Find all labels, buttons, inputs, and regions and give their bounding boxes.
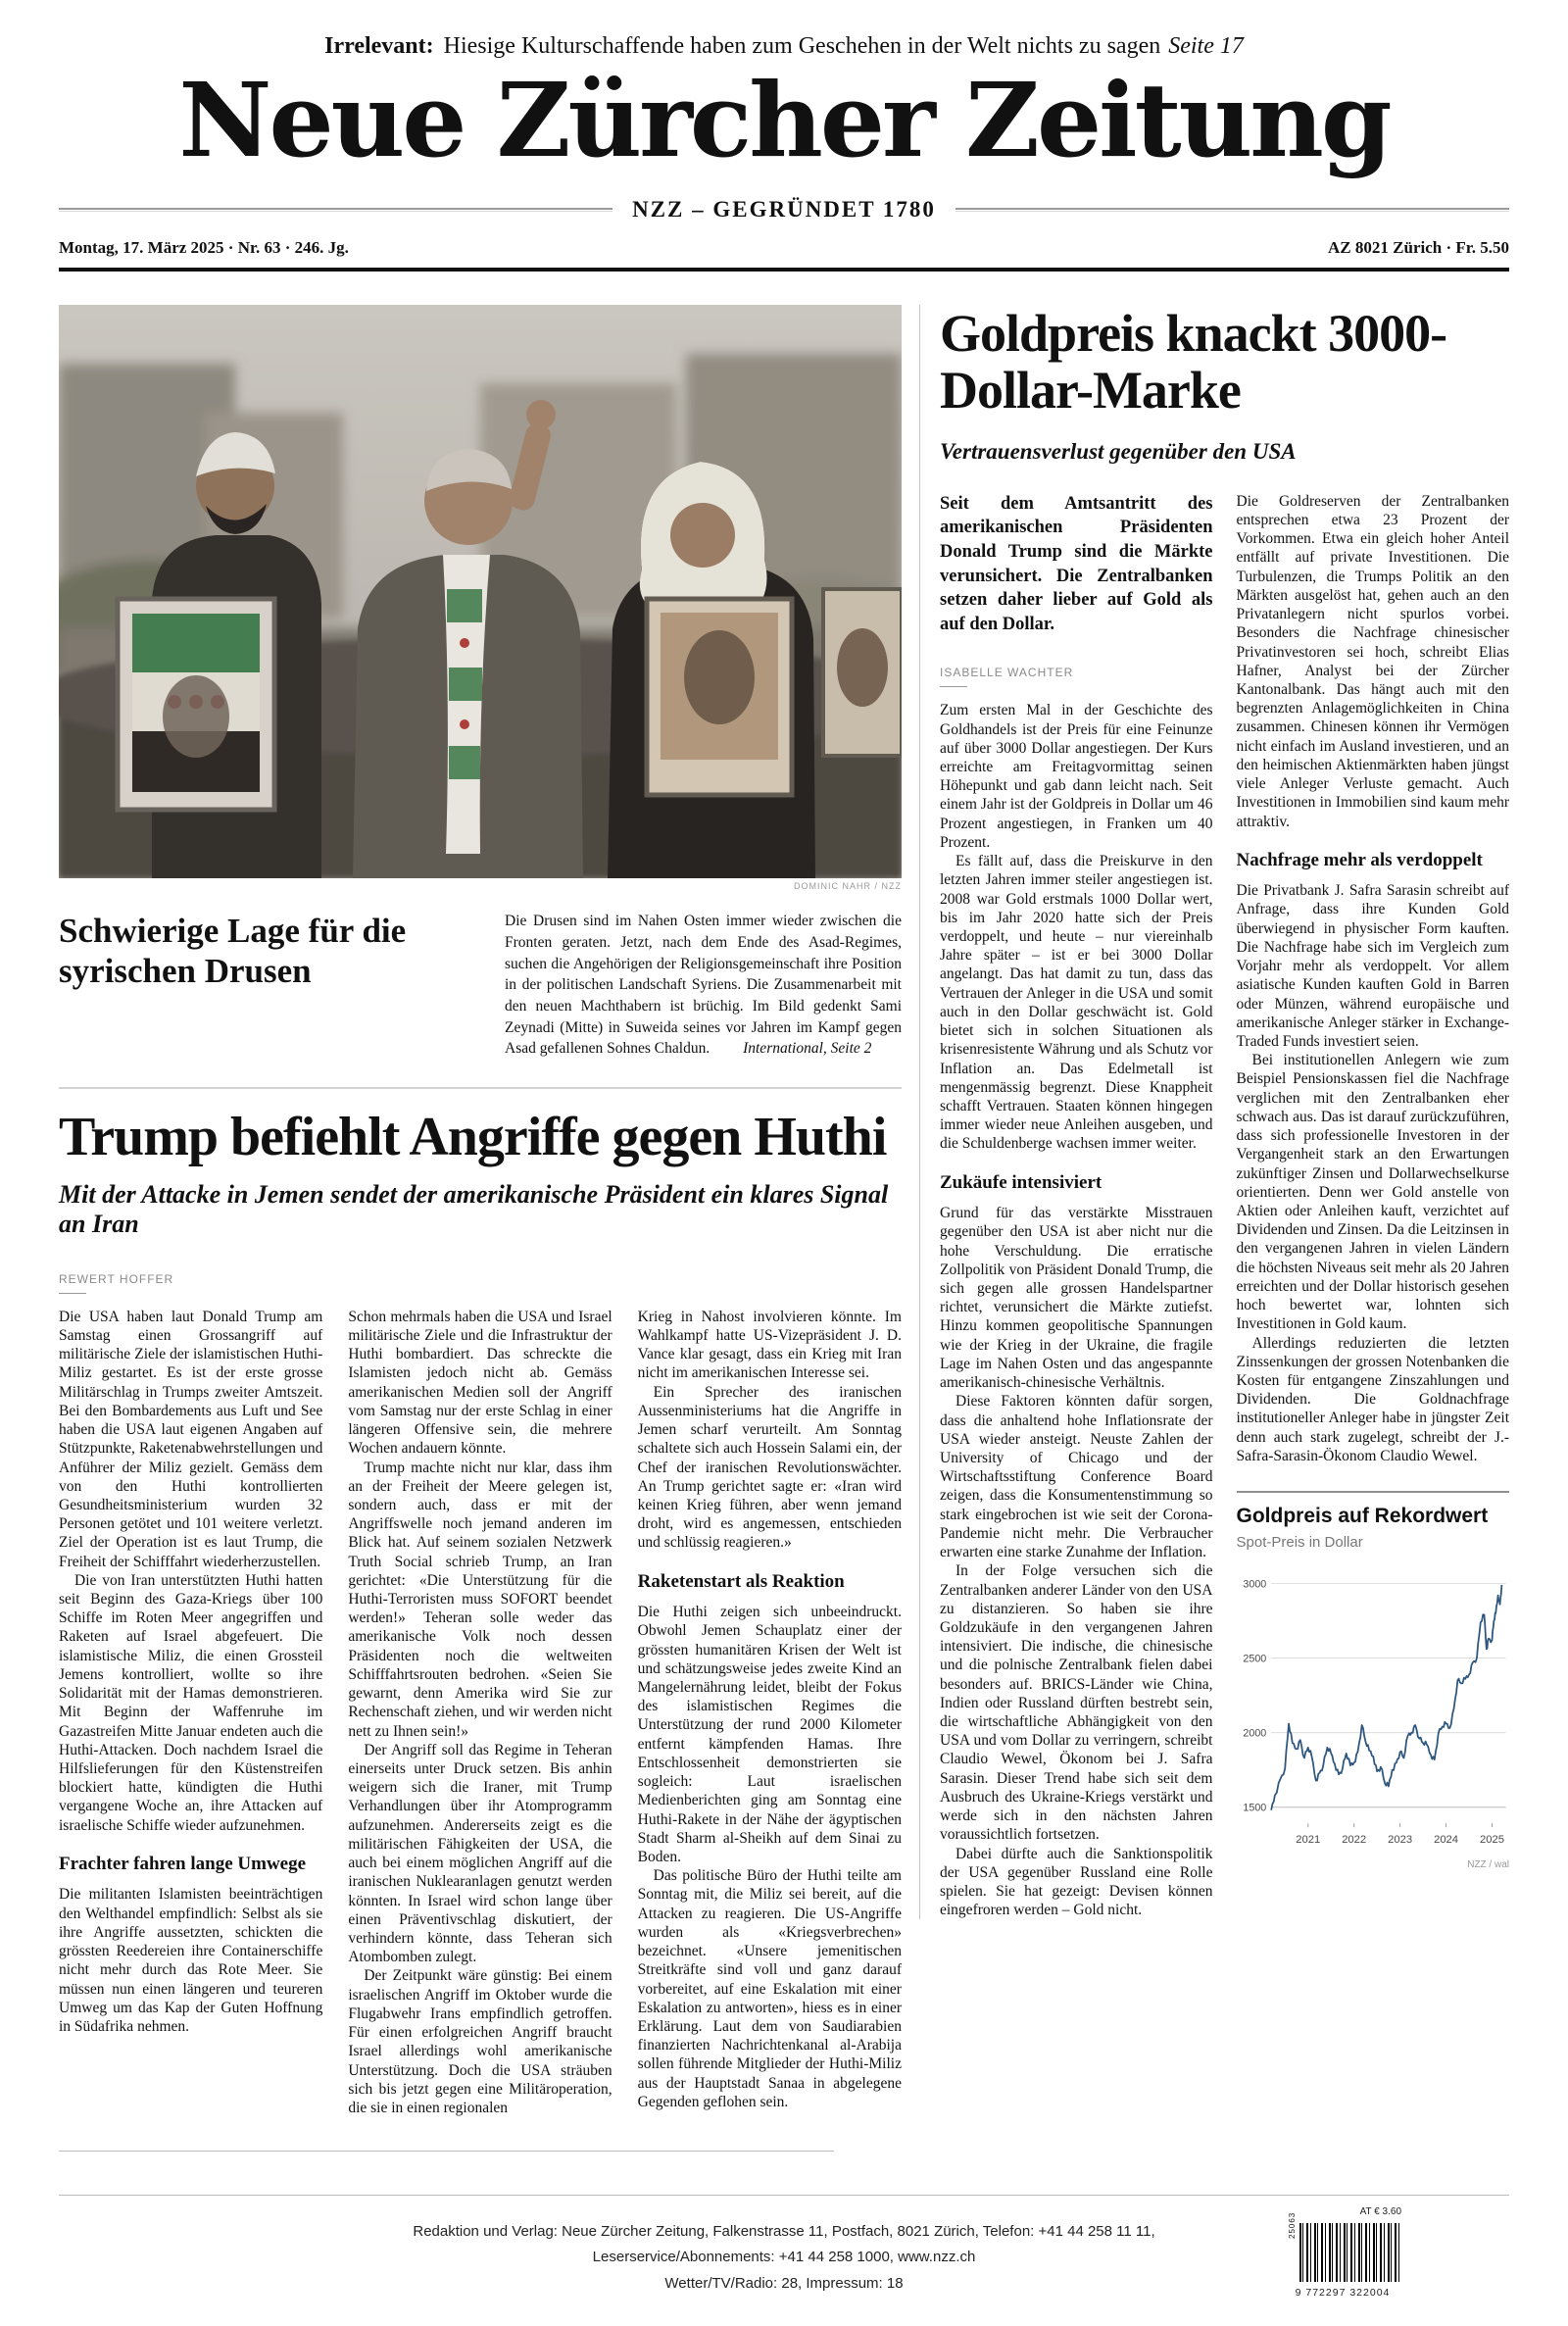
byline-rule xyxy=(59,1293,86,1294)
body-paragraph: Zum ersten Mal in der Geschichte des Goldhandels ist der Preis für eine Feinunze auf über 3000 Dollar angestiegen. Der Kurs erreichte am Freitagvormittag seinen Höhepunkt und gab dann leicht nach. Seit einem Jahr ist der Goldpreis in Dollar um 46 Prozent angestiegen, in Franken um 40 Prozent. xyxy=(940,702,1213,851)
teaser-text: Hiesige Kulturschaffende haben zum Geschehen in der Welt nichts zu sagen xyxy=(443,33,1161,59)
gold-column-1-text xyxy=(940,701,1213,1919)
gold-price-chart xyxy=(1237,1491,1510,1870)
barcode-issue-number: 25063 xyxy=(1288,2211,1297,2240)
teaser-page-ref: Seite 17 xyxy=(1168,33,1244,59)
imprint-footer xyxy=(59,2195,1509,2306)
issue-barcode xyxy=(1284,2203,1401,2301)
gold-column-2-text xyxy=(1237,492,1510,1465)
footer-line-2: Leserservice/Abonnements: +41 44 258 1000, www.nzz.ch xyxy=(592,2249,976,2266)
photo-caption-block xyxy=(59,911,902,1060)
gold-lead-paragraph: Seit dem Amtsantritt des amerikanischen Präsidenten Donald Trump sind die Märkte verunsichert. Die Zentralbanken setzen daher lieber auf Gold als auf den Dollar. xyxy=(940,493,1213,634)
barcode-bars xyxy=(1299,2223,1401,2282)
caption-body: Die Drusen sind im Nahen Osten immer wieder zwischen die Fronten geraten. Jetzt, nach dem Ende des Asad-Regimes, suchen die Angehörigen der Religionsgemeinschaft ihre Position in der politischen Landschaft Syriens. Die Zusammenarbeit mit den neuen Machthabern ist brüchig. Im Bild gedenkt Sami Zeynadi (Mitte) in Suweida seines vor Jahren im Kampf gegen Asad gefallenen Sohnes Chaldun. xyxy=(505,913,902,1058)
article-end-rule xyxy=(59,2151,834,2152)
svg-text:2000: 2000 xyxy=(1242,1727,1266,1740)
chart-source: NZZ / wal xyxy=(1467,1859,1509,1871)
body-paragraph: Die militanten Islamisten beeinträchtigen den Welthandel empfindlich: Selbst als sie ihre Angriffe aussetzten, schickten die grössten Reedereien ihre Containerschiffe nicht mehr durch das Rote Meer. Sie müssen nun einen längeren und teureren Umweg um das Kap der Guten Hoffnung in Südafrika nehmen. xyxy=(59,1886,323,2035)
founded-rule-left xyxy=(59,208,612,212)
svg-text:2021: 2021 xyxy=(1295,1833,1320,1846)
svg-text:3000: 3000 xyxy=(1242,1578,1266,1591)
lead-photo xyxy=(59,305,902,891)
barcode-ean-number: 9 772297 322004 xyxy=(1295,2286,1391,2299)
svg-text:1500: 1500 xyxy=(1242,1802,1266,1814)
svg-text:2025: 2025 xyxy=(1479,1833,1504,1846)
body-paragraph: Diese Faktoren könnten dafür sorgen, dass die anhaltend hohe Inflationsrate der USA wieder ansteigt. Neuste Zahlen der University of Chicago und der Wirtschaftsstiftung Conference Board zeigen, dass die Konsumentenstimmung so stark eingebrochen ist wie seit der Corona-Pandemie nicht mehr. Die Verbraucher erwarten eine starke Zunahme der Inflation. xyxy=(940,1393,1213,1561)
founded-row xyxy=(59,197,1509,223)
caption-page-ref: International, Seite 2 xyxy=(743,1040,872,1058)
body-paragraph: Der Angriff soll das Regime in Teheran einerseits unter Druck setzen. Bis anhin weigern sich die Iraner, mit Trump Verhandlungen über ihr Atomprogramm aufzunehmen. Andererseits zeigt es die militärischen Fähigkeiten der USA, die auch bei einem möglichen Angriff auf die iranischen Nuklearanlagen genutzt werden könnten. In Israel wird schon lange über einen Präventivschlag diskutiert, der verhindern könnte, dass Teheran sich Atombomben zulegt. xyxy=(348,1741,612,1966)
barcode-price-label: AT € 3.60 xyxy=(1359,2206,1401,2218)
crosshead: Frachter fahren lange Umwege xyxy=(59,1853,307,1874)
footer-line-3: Wetter/TV/Radio: 28, Impressum: 18 xyxy=(664,2274,904,2292)
body-paragraph: In der Folge versuchen sich die Zentralbanken anderer Länder von den USA zu distanzieren. So haben sie ihre Goldzukäufe in den vergangenen Jahren intensiviert. Die indische, die chinesische und die polnische Zentralbank fielen dabei besonders auf. BRICS-Länder wie China, Indien oder Russland dürften bestrebt sein, die wirtschaftliche Abhängigkeit von den USA und vom Dollar zu verringern, schreibt Claudio Wewel, Ökonom bei J. Safra Sarasin. Dieser Trend habe sich seit dem Ausbruch des Ukraine-Kriegs verstärkt und werde sich in den nächsten Jahren voraussichtlich fortsetzen. xyxy=(940,1562,1213,1844)
huthi-column-2 xyxy=(348,1308,612,2117)
gold-subhead: Vertrauensverlust gegenüber den USA xyxy=(940,438,1297,464)
lead-photo-illustration xyxy=(59,305,902,878)
footer-line-1: Redaktion und Verlag: Neue Zürcher Zeitung, Falkenstrasse 11, Postfach, 8021 Zürich, Telefon: +41 44 258 11 11, xyxy=(413,2223,1155,2241)
svg-text:2023: 2023 xyxy=(1387,1833,1412,1846)
body-paragraph: Der Zeitpunkt wäre günstig: Bei einem israelischen Angriff im Oktober wurde die Flugabwehr Irans empfindlich getroffen. Für einen erfolgreichen Angriff braucht Israel allerdings wohl amerikanische Unterstützung. Doch die USA sträuben sich bis jetzt gegen eine Militäroperation, die sie in einen regionalen xyxy=(348,1967,612,2116)
body-paragraph: Ein Sprecher des iranischen Aussenministeriums hat die Angriffe in Jemen scharf verurteilt. Am Sonntag schaltete sich auch Hossein Salami ein, der Chef der iranischen Revolutionswächter. An Trump gerichtet sagte er: «Iran wird keinen Krieg führen, aber wenn jemand droht, wird es angemessen, entschieden und schlüssig reagieren.» xyxy=(637,1383,902,1552)
body-paragraph: Die von Iran unterstützten Huthi hatten seit Beginn des Gaza-Kriegs über 100 Schiffe im Roten Meer angegriffen und Raketen auf Israel abgefeuert. Die islamistische Miliz, die einen Grossteil Jemens kontrolliert, wollte so ihre Solidarität mit der Hamas demonstrieren. Mit Beginn der Waffenruhe im Gazastreifen Mitte Januar endeten auch die Huthi-Attacken. Doch nachdem Israel die Hilfslieferungen für den Küstenstreifen blockiert hatte, kündigten die Huthi vergangene Woche an, ihre Attacken auf israelische Schiffe wieder aufzunehmen. xyxy=(59,1571,323,1834)
caption-title: Schwierige Lage für die syrischen Drusen xyxy=(59,912,407,991)
body-paragraph: Grund für das verstärkte Misstrauen gegenüber den USA ist aber nicht nur die hohe Verschuldung. Die erratische Zollpolitik von Präsident Donald Trump, die sich gegen alle grossen Handelspartner richtet, verunsichert die Märkte zutiefst. Hinzu kommen geopolitische Spannungen wie der Krieg in der Ukraine, die fragile Lage im Nahen Osten und das angespannte amerikanisch-chinesische Verhältnis. xyxy=(940,1205,1213,1392)
masthead-divider-rule xyxy=(59,268,1509,272)
body-paragraph: Die Huthi zeigen sich unbeeindruckt. Obwohl Jemen Schauplatz einer der grössten humanitären Krisen der Welt ist und schätzungsweise jedes zweite Kind an Mangelernährung leidet, bleibt der Fokus des islamistischen Regimes die Unterstützung der rund 2000 Kilometer entfernt kämpfenden Hamas. Ihre Entschlossenheit demonstrierten sie sogleich: Laut israelischen Medienberichten ging am Sonntag eine Huthi-Rakete in der Nähe der ägyptischen Stadt Sharm al-Sheikh auf dem Sinai zu Boden. xyxy=(637,1604,902,1865)
dateline-right: AZ 8021 Zürich · Fr. 5.50 xyxy=(1328,238,1509,258)
gold-headline: Goldpreis knackt 3000-Dollar-Marke xyxy=(940,304,1447,421)
svg-text:2022: 2022 xyxy=(1341,1833,1366,1846)
chart-title: Goldpreis auf Rekordwert xyxy=(1236,1505,1489,1528)
body-paragraph: Schon mehrmals haben die USA und Israel militärische Ziele und die Infrastruktur der Huthi bombardiert. Das schreckte die Islamisten jedoch nicht ab. Gemäss amerikanischen Medien soll der Angriff vom Samstag nur der erste Schlag in einer längeren Offensive sein, die mehrere Wochen andauern könnte. xyxy=(348,1308,612,1458)
gold-article xyxy=(919,305,1509,1919)
body-paragraph: Trump machte nicht nur klar, dass ihm an der Freiheit der Meere gelegen ist, sondern auch, dass er mit der Angriffswelle noch jemand anderen im Blick hat. Auf seinem sozialen Netzwerk Truth Social schrieb Trump, an Iran gerichtet: «Die Unterstützung für die Huthi-Terroristen muss SOFORT beendet werden!» Teheran solle weder das amerikanische Volk noch dessen Präsidenten noch die weltweiten Schifffahrtsrouten bedrohen. «Seien Sie gewarnt, denn Amerika wird Sie zur Rechenschaft ziehen, und wir werden nicht nett zu Ihnen sein!» xyxy=(348,1459,612,1740)
huthi-column-1 xyxy=(59,1308,322,2117)
top-teaser-bar xyxy=(59,0,1509,60)
body-paragraph: Die Goldreserven der Zentralbanken entsprechen etwa 23 Prozent der Vorkommen. Etwa ein gleich hoher Anteil entfällt auf private Investitionen. Die Turbulenzen, die Trumps Politik an den Märkten ausgelöst hat, gehen auch an den Privatanlegern nicht spurlos vorbei. Besonders die Nachfrage chinesischer Privatinvestoren sei hoch, schreibt Elias Hafner, Analyst bei der Zürcher Kantonalbank. Das hängt auch mit den begrenzten Anlagemöglichkeiten in China zusammen. Chinesen können ihr Vermögen nicht einfach im Ausland investieren, und an den heimischen Aktienmärkten haben jüngst viele Anleger Verluste gemacht. Auch Investitionen in Immobilien sind kaum mehr attraktiv. xyxy=(1236,492,1509,830)
dateline xyxy=(59,238,1509,268)
gold-column-2 xyxy=(1237,492,1510,1920)
masthead-title: Neue Zürcher Zeitung xyxy=(178,60,1390,180)
caption-text xyxy=(505,911,902,1060)
body-paragraph: Die Privatbank J. Safra Sarasin schreibt auf Anfrage, dass ihre Kunden Gold überwiegend in physischer Form kauften. Die Nachfrage habe sich im Vergleich zum Vorjahr mehr als verdoppelt. Vor allem asiatische Kunden kauften Gold in Barren oder Münzen, während europäische und amerikanische Anleger stärker in Exchange-Traded Funds investiert seien. xyxy=(1236,882,1509,1051)
photo-credit: DOMINIC NAHR / NZZ xyxy=(794,881,902,892)
crosshead: Zukäufe intensiviert xyxy=(940,1171,1102,1193)
huthi-headline: Trump befiehlt Angriffe gegen Huthi xyxy=(59,1106,887,1167)
huthi-subhead: Mit der Attacke in Jemen sendet der amerikanische Präsident ein klares Signal an Iran xyxy=(59,1179,889,1238)
svg-text:2024: 2024 xyxy=(1433,1833,1458,1846)
chart-subtitle: Spot-Preis in Dollar xyxy=(1236,1534,1363,1552)
chart-plot-area xyxy=(1237,1559,1510,1857)
gold-column-1 xyxy=(940,492,1213,1920)
body-paragraph: Bei institutionellen Anlegern wie zum Beispiel Pensionskassen fiel die Nachfrage verglichen mit den Zentralbanken eher schwach aus. Das ist darauf zurückzuführen, dass sich professionelle Investoren in der Vergangenheit stark an den Erwartungen zukünftiger Zinsen und Dollarwechselkurse orientierten. Denn wer Gold anstelle von Aktien oder Anleihen kauft, verzichtet auf Dividenden und Zinsen. Da die Leitzinsen in den vergangenen Jahren in vielen Ländern die höchsten Niveaus seit mehr als 20 Jahren erreichten und der Dollar historisch gesehen hoch bewertet war, lohnten sich Investitionen in Gold kaum. xyxy=(1236,1052,1510,1333)
dateline-left: Montag, 17. März 2025 · Nr. 63 · 246. Jg. xyxy=(59,238,349,258)
svg-text:2500: 2500 xyxy=(1242,1653,1266,1665)
left-region xyxy=(59,305,902,2152)
section-divider xyxy=(59,1087,902,1089)
huthi-byline: REWERT HOFFER xyxy=(59,1271,174,1286)
huthi-column-3 xyxy=(638,1308,902,2117)
huthi-article xyxy=(59,1106,902,2152)
body-paragraph: Dabei dürfte auch die Sanktionspolitik der USA gegenüber Russland eine Rolle spielen. Sie hat gezeigt: Devisen können eingefroren werden – Gold nicht. xyxy=(940,1845,1213,1919)
body-paragraph: Es fällt auf, dass die Preiskurve in den letzten Jahren immer steiler angestiegen ist. 2008 war Gold erstmals 1000 Dollar wert, bis im Jahr 2020 hatte sich der Preis verdoppelt, und heute – nur viereinhalb Jahre später – ist er bei 3000 Dollar angelangt. Das hat damit zu tun, dass das Vertrauen der Anleger in die USA und somit auch in den Dollar geschwächt ist. Gold bietet sich in solchen Situationen als krisenresistente Währung und als Schutz vor Inflation an. Das Edelmetall ist mengenmässig begrenzt. Diese Knappheit schafft Vertrauen. Staaten können hingegen immer wieder neue Anleihen ausgeben, und die Schuldenberge wachsen immer weiter. xyxy=(940,853,1213,1153)
body-paragraph: Das politische Büro der Huthi teilte am Sonntag mit, die Miliz sei bereit, auf die Attacken zu reagieren. Die US-Angriffe wurden als «Kriegsverbrechen» bezeichnet. «Unsere jemenitischen Streitkräfte sind voll und ganz darauf vorbereitet, auf eine Eskalation mit einer Eskalation zu antworten», hiess es in einer Erklärung. Laut dem von Saudiarabien finanzierten Nachrichtenkanal al-Arabija sollen führende Mitglieder der Huthi-Miliz aus der Hauptstadt Sanaa in abgelegene Gegenden geflohen sein. xyxy=(637,1867,902,2110)
byline-rule xyxy=(940,686,967,687)
crosshead: Nachfrage mehr als verdoppelt xyxy=(1236,849,1483,870)
crosshead: Raketenstart als Reaktion xyxy=(637,1570,845,1592)
body-paragraph: Krieg in Nahost involvieren könnte. Im Wahlkampf hatte US-Vizepräsident J. D. Vance klar gesagt, dass ein Krieg mit Iran nicht im amerikanischen Interesse sei. xyxy=(637,1308,902,1382)
gold-byline: ISABELLE WACHTER xyxy=(940,666,1074,680)
teaser-kicker: Irrelevant: xyxy=(324,33,434,59)
body-paragraph: Allerdings reduzierten die letzten Zinssenkungen der grossen Notenbanken die Kosten für entgangene Zinszahlungen und Dividenden. Die Goldnachfrage institutioneller Anleger habe in jüngster Zeit denn auch stark zugelegt, schreibt der J.-Safra-Sarasin-Ökonom Claudio Wewel. xyxy=(1236,1334,1509,1464)
founded-rule-right xyxy=(956,208,1509,212)
body-paragraph: Die USA haben laut Donald Trump am Samstag einen Grossangriff auf militärische Ziele der islamistischen Huthi-Miliz gestartet. Es ist der erste grosse Militärschlag in Trumps zweiter Amtszeit. Bei den Bombardements aus Luft und See haben die USA laut eigenen Angaben auf Stützpunkte, Raketenabwehrstellungen und Anführer der Miliz gezielt. Gemäss dem von den Huthi kontrollierten Gesundheitsministerium wurden 32 Personen getötet und 101 weitere verletzt. Ziel der Operation ist es laut Trump, die Freiheit der Schifffahrt wiederherzustellen. xyxy=(59,1308,323,1570)
founded-line: NZZ – GEGRÜNDET 1780 xyxy=(632,197,936,223)
